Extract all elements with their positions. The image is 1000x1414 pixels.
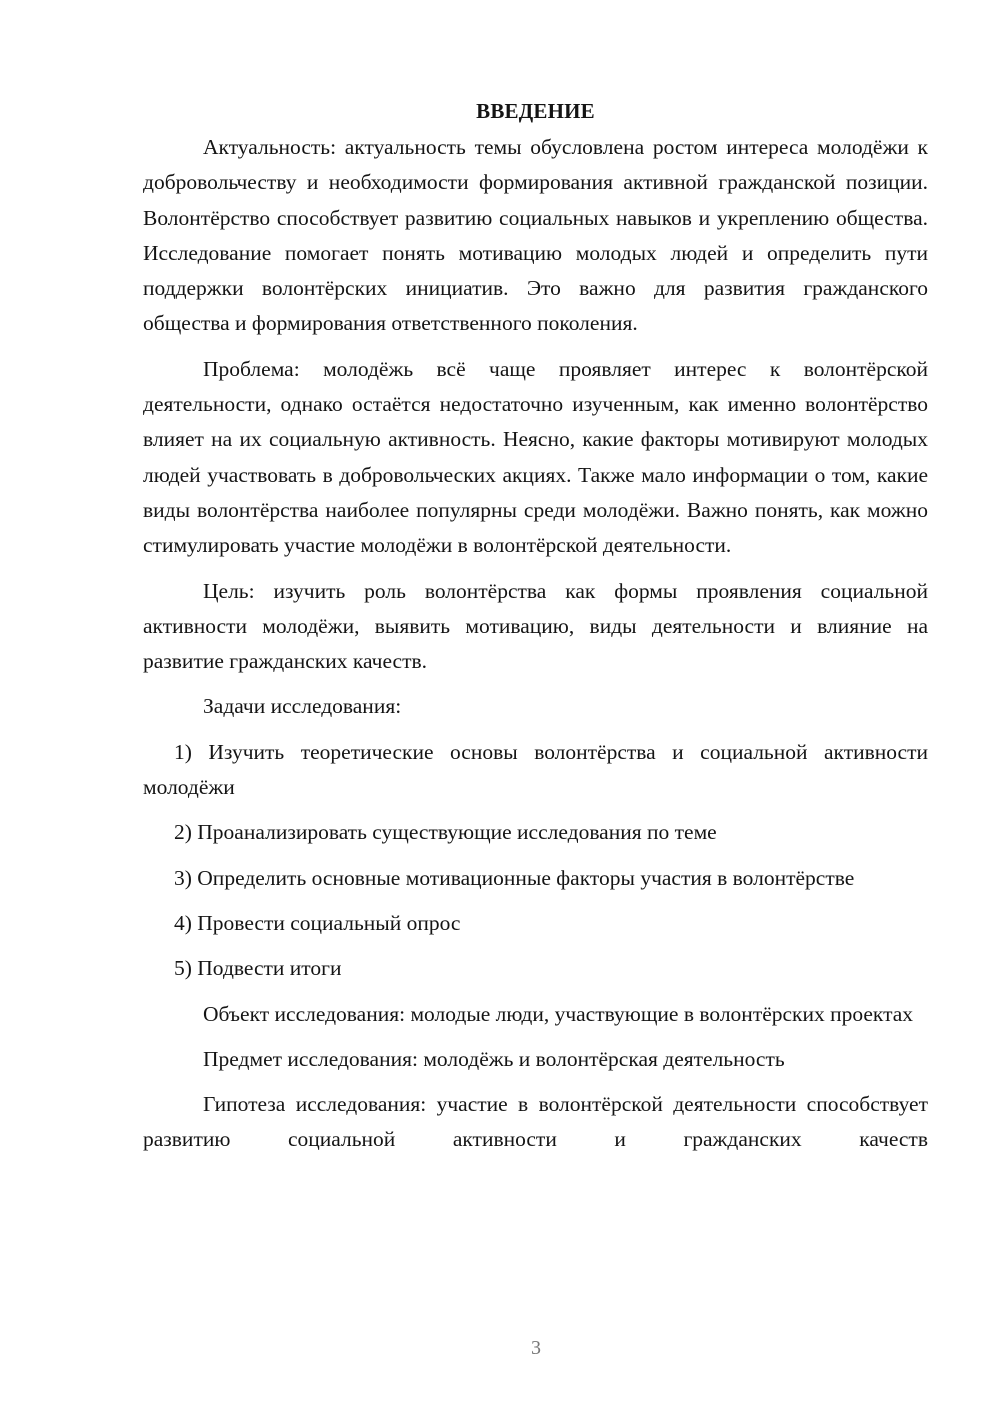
section-heading: ВВЕДЕНИЕ — [476, 99, 595, 123]
hypothesis-paragraph: Гипотеза исследования: участие в волонтёрской деятельности способствует развитию социальной активности и гражданских качеств — [143, 1092, 928, 1152]
subject-paragraph: Предмет исследования: молодёжь и волонтёрская деятельность — [203, 1046, 785, 1071]
page-content — [143, 96, 928, 1168]
task-item-4: 4) Провести социальный опрос — [174, 910, 461, 935]
task-item-1: 1) Изучить теоретические основы волонтёрства и социальной активности молодёжи — [143, 739, 928, 800]
page-number: 3 — [531, 1337, 541, 1359]
task-item-5: 5) Подвести итоги — [174, 956, 342, 981]
goal-paragraph: Цель: изучить роль волонтёрства как формы проявления социальной активности молодёжи, выявить мотивацию, виды деятельности и влияние на развитие гражданских качеств. — [143, 578, 928, 674]
relevance-paragraph: Актуальность: актуальность темы обусловлена ростом интереса молодёжи к добровольчеству и необходимости формирования активной гражданской позиции. Волонтёрство способствует развитию социальных навыков и укреплению общества. Исследование помогает понять мотивацию молодых людей и определить пути поддержки волонтёрских инициатив. Это важно для развития гражданского общества и формирования ответственного поколения. — [143, 135, 928, 336]
task-item-3: 3) Определить основные мотивационные факторы участия в волонтёрстве — [174, 865, 855, 890]
task-item-2: 2) Проанализировать существующие исследования по теме — [174, 820, 717, 845]
tasks-title: Задачи исследования: — [203, 694, 402, 719]
object-paragraph: Объект исследования: молодые люди, участвующие в волонтёрских проектах — [203, 1001, 914, 1026]
problem-paragraph: Проблема: молодёжь всё чаще проявляет интерес к волонтёрской деятельности, однако остаётся недостаточно изученным, как именно волонтёрство влияет на их социальную активность. Неясно, какие факторы мотивируют молодых людей участвовать в добровольческих акциях. Также мало информации о том, какие виды волонтёрства наиболее популярны среди молодёжи. Важно понять, как можно стимулировать участие молодёжи в волонтёрской деятельности. — [143, 356, 928, 558]
